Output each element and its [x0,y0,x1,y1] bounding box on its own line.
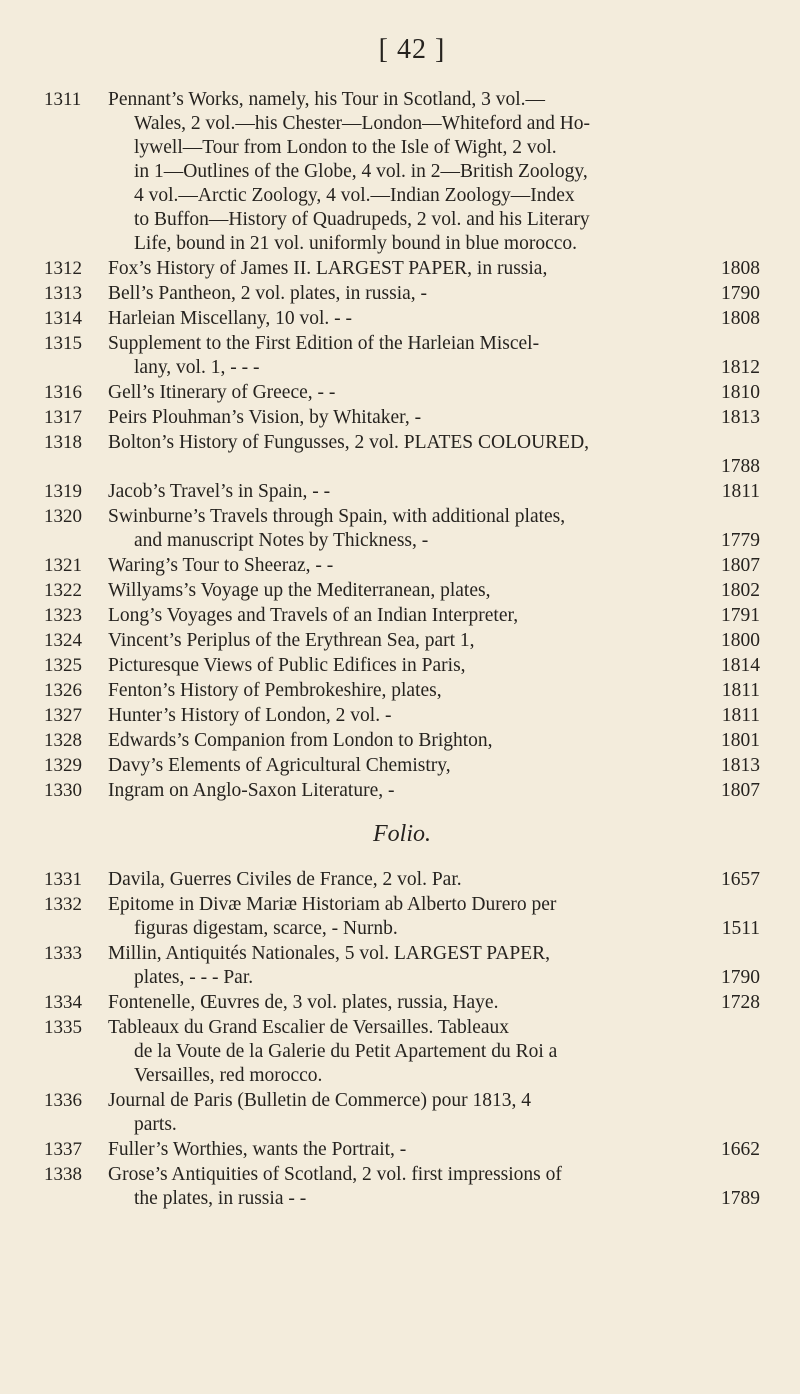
entry-line [108,654,760,678]
lot-number: 1336 [44,1090,82,1111]
entry-year: 1779 [721,530,760,551]
entry-text: Tableaux du Grand Escalier de Versailles. Tableaux [108,1017,510,1038]
entry-line [108,257,760,281]
entry-text: Vincent’s Periplus of the Erythrean Sea, part 1, [108,630,475,651]
entry-year: 1808 [721,258,760,279]
entry-text: Wales, 2 vol.—his Chester—London—Whiteford and Ho- [134,113,591,134]
lot-number: 1318 [44,432,82,453]
lot-number: 1332 [44,894,82,915]
entry-description [108,754,760,778]
entry-description [108,604,760,628]
catalogue-section [44,821,760,1211]
catalogue-entry [44,406,760,430]
entry-text: Edwards’s Companion from London to Brighton, [108,730,493,751]
entry-description [108,679,760,703]
entry-line [108,1089,760,1113]
lot-number: 1317 [44,407,82,428]
entry-text: in 1—Outlines of the Globe, 4 vol. in 2—British Zoology, [134,161,588,182]
entry-year: 1807 [721,780,760,801]
catalogue-entry [44,282,760,306]
catalogue-entry [44,505,760,553]
lot-number: 1334 [44,992,82,1013]
catalogue-entry [44,893,760,941]
entry-line [108,604,760,628]
entry-line [108,406,760,430]
entry-text: and manuscript Notes by Thickness, - [134,530,429,551]
lot-number: 1338 [44,1164,82,1185]
entry-text: Davila, Guerres Civiles de France, 2 vol. Par. [108,869,462,890]
entry-description [108,554,760,578]
entry-year: 1789 [721,1188,760,1209]
entry-year: 1808 [721,308,760,329]
entry-text: Davy’s Elements of Agricultural Chemistry, [108,755,451,776]
entry-year: 1800 [721,630,760,651]
entry-line [108,679,760,703]
entry-year: 1811 [721,680,760,701]
entry-description [108,991,760,1015]
page-number: [ 42 ] [378,34,446,65]
entry-line [108,136,760,160]
entry-line [108,1113,760,1137]
entry-line [108,1040,760,1064]
catalogue-entry [44,332,760,380]
entry-description [108,654,760,678]
catalogue-entry [44,754,760,778]
entry-year: 1788 [721,456,760,477]
entry-description [108,480,760,504]
entry-year: 1810 [721,382,760,403]
entry-text: lany, vol. 1, - - - [134,357,260,378]
entry-line [108,1163,760,1187]
entry-text: to Buffon—History of Quadrupeds, 2 vol. and his Literary [134,209,590,230]
catalogue-entry [44,729,760,753]
entry-description [108,381,760,405]
entry-line [108,629,760,653]
catalogue-entry [44,942,760,990]
entry-description [108,729,760,753]
entry-text: Life, bound in 21 vol. uniformly bound in blue morocco. [134,233,578,254]
lot-number: 1320 [44,506,82,527]
entry-line [108,356,760,380]
entry-line [108,1138,760,1162]
entry-text: figuras digestam, scarce, - Nurnb. [134,918,398,939]
entry-line [108,1016,760,1040]
lot-number: 1315 [44,333,82,354]
entry-description [108,282,760,306]
catalogue-entry [44,1089,760,1137]
entry-text: Long’s Voyages and Travels of an Indian Interpreter, [108,605,519,626]
lot-number: 1323 [44,605,82,626]
entry-year: 1728 [721,992,760,1013]
entry-line [108,480,760,504]
entry-line [108,1064,760,1088]
entry-text: Grose’s Antiquities of Scotland, 2 vol. first impressions of [108,1164,562,1185]
lot-number: 1327 [44,705,82,726]
entry-description [108,88,760,256]
lot-number: 1313 [44,283,82,304]
lot-number: 1321 [44,555,82,576]
catalogue-entry [44,431,760,479]
entry-text: the plates, in russia - - [134,1188,307,1209]
entry-line [108,1187,760,1211]
catalogue-entry [44,88,760,256]
lot-number: 1314 [44,308,82,329]
entry-year: 1807 [721,555,760,576]
lot-number: 1326 [44,680,82,701]
entry-description [108,1163,760,1211]
entry-description [108,779,760,803]
entry-description [108,704,760,728]
entry-text: Versailles, red morocco. [134,1065,323,1086]
entry-year: 1811 [721,705,760,726]
entry-text: plates, - - - Par. [134,967,254,988]
catalogue-entry [44,381,760,405]
catalogue-entry [44,991,760,1015]
entry-line [108,381,760,405]
catalogue-section [44,88,760,803]
lot-number: 1325 [44,655,82,676]
lot-number: 1316 [44,382,82,403]
entry-year: 1802 [721,580,760,601]
entry-year: 1657 [721,869,760,890]
entry-line [108,208,760,232]
entry-text: parts. [134,1114,177,1135]
entry-line [108,431,760,455]
catalogue-entry [44,579,760,603]
entry-text: Bolton’s History of Fungusses, 2 vol. PLATES COLOURED, [108,432,590,453]
entry-description [108,332,760,380]
entry-text: de la Voute de la Galerie du Petit Apartement du Roi a [134,1041,558,1062]
lot-number: 1311 [44,89,82,110]
entry-text: Fuller’s Worthies, wants the Portrait, - [108,1139,407,1160]
entry-description [108,307,760,331]
lot-number: 1319 [44,481,82,502]
entry-text: Peirs Plouhman’s Vision, by Whitaker, - [108,407,422,428]
entry-line [108,729,760,753]
entry-text: Supplement to the First Edition of the Harleian Miscel- [108,333,540,354]
entry-description [108,868,760,892]
entry-text: Swinburne’s Travels through Spain, with additional plates, [108,506,566,527]
entry-description [108,1016,760,1088]
entry-description [108,579,760,603]
entry-description [108,942,760,990]
entry-text: Willyams’s Voyage up the Mediterranean, plates, [108,580,491,601]
catalogue-entry [44,1016,760,1088]
entry-line [108,704,760,728]
entry-description [108,893,760,941]
entry-year: 1813 [721,407,760,428]
lot-number: 1333 [44,943,82,964]
entry-text: Waring’s Tour to Sheeraz, - - [108,555,334,576]
entry-year: 1790 [721,283,760,304]
catalogue-entry [44,480,760,504]
entry-line [108,184,760,208]
lot-number: 1330 [44,780,82,801]
catalogue-entry [44,779,760,803]
entry-description [108,1138,760,1162]
entry-description [108,257,760,281]
entry-description [108,431,760,479]
entry-line [108,966,760,990]
entry-year: 1790 [721,967,760,988]
entry-text: Pennant’s Works, namely, his Tour in Scotland, 3 vol.— [108,89,546,110]
lot-number: 1328 [44,730,82,751]
entry-text: Journal de Paris (Bulletin de Commerce) pour 1813, 4 [108,1090,531,1111]
entry-year: 1791 [721,605,760,626]
entry-year: 1662 [721,1139,760,1160]
entry-line [108,232,760,256]
entry-line [108,282,760,306]
entry-line [108,332,760,356]
catalogue-entry [44,629,760,653]
entry-text: Bell’s Pantheon, 2 vol. plates, in russia, - [108,283,428,304]
entry-text: 4 vol.—Arctic Zoology, 4 vol.—Indian Zoology—Index [134,185,575,206]
entry-line [108,942,760,966]
entry-text: Millin, Antiquités Nationales, 5 vol. LARGEST PAPER, [108,943,551,964]
catalogue-entry [44,257,760,281]
lot-number: 1322 [44,580,82,601]
entry-text: Hunter’s History of London, 2 vol. - [108,705,392,726]
entry-text: Fontenelle, Œuvres de, 3 vol. plates, russia, Haye. [108,992,499,1013]
entry-line [108,991,760,1015]
entry-line [108,893,760,917]
entry-text: Ingram on Anglo-Saxon Literature, - [108,780,395,801]
entry-line [108,754,760,778]
entry-text: lywell—Tour from London to the Isle of Wight, 2 vol. [134,137,557,158]
lot-number: 1324 [44,630,82,651]
entry-text: Harleian Miscellany, 10 vol. - - [108,308,353,329]
entry-description [108,629,760,653]
entry-line [108,579,760,603]
entry-line [108,868,760,892]
entry-description [108,505,760,553]
entry-line [108,554,760,578]
entry-line [108,779,760,803]
lot-number: 1337 [44,1139,82,1160]
lot-number: 1312 [44,258,82,279]
entry-year: 1813 [721,755,760,776]
entry-line [108,917,760,941]
lot-number: 1331 [44,869,82,890]
catalogue-content [44,88,760,1211]
entry-line [108,529,760,553]
catalogue-entry [44,604,760,628]
catalogue-entry [44,868,760,892]
lot-number: 1329 [44,755,82,776]
entry-line [108,112,760,136]
entry-year: 1801 [721,730,760,751]
entry-year: 1511 [721,918,760,939]
lot-number: 1335 [44,1017,82,1038]
entry-year: 1812 [721,357,760,378]
catalogue-entry [44,307,760,331]
entry-description [108,406,760,430]
entry-line [108,455,760,479]
entry-line [108,88,760,112]
entry-text: Jacob’s Travel’s in Spain, - - [108,481,331,502]
catalogue-entry [44,704,760,728]
catalogue-entry [44,1138,760,1162]
entry-year: 1814 [721,655,760,676]
catalogue-entry [44,679,760,703]
entry-text: Fox’s History of James II. LARGEST PAPER, in russia, [108,258,548,279]
entry-description [108,1089,760,1137]
entry-line [108,505,760,529]
catalogue-entry [44,554,760,578]
entry-line [108,307,760,331]
catalogue-entry [44,1163,760,1211]
entry-text: Picturesque Views of Public Edifices in Paris, [108,655,466,676]
catalogue-entry [44,654,760,678]
entry-line [108,160,760,184]
entry-text: Gell’s Itinerary of Greece, - - [108,382,336,403]
section-heading: Folio. [373,821,431,847]
entry-text: Epitome in Divæ Mariæ Historiam ab Alberto Durero per [108,894,557,915]
entry-text: Fenton’s History of Pembrokeshire, plates, [108,680,442,701]
entry-year: 1811 [721,481,760,502]
